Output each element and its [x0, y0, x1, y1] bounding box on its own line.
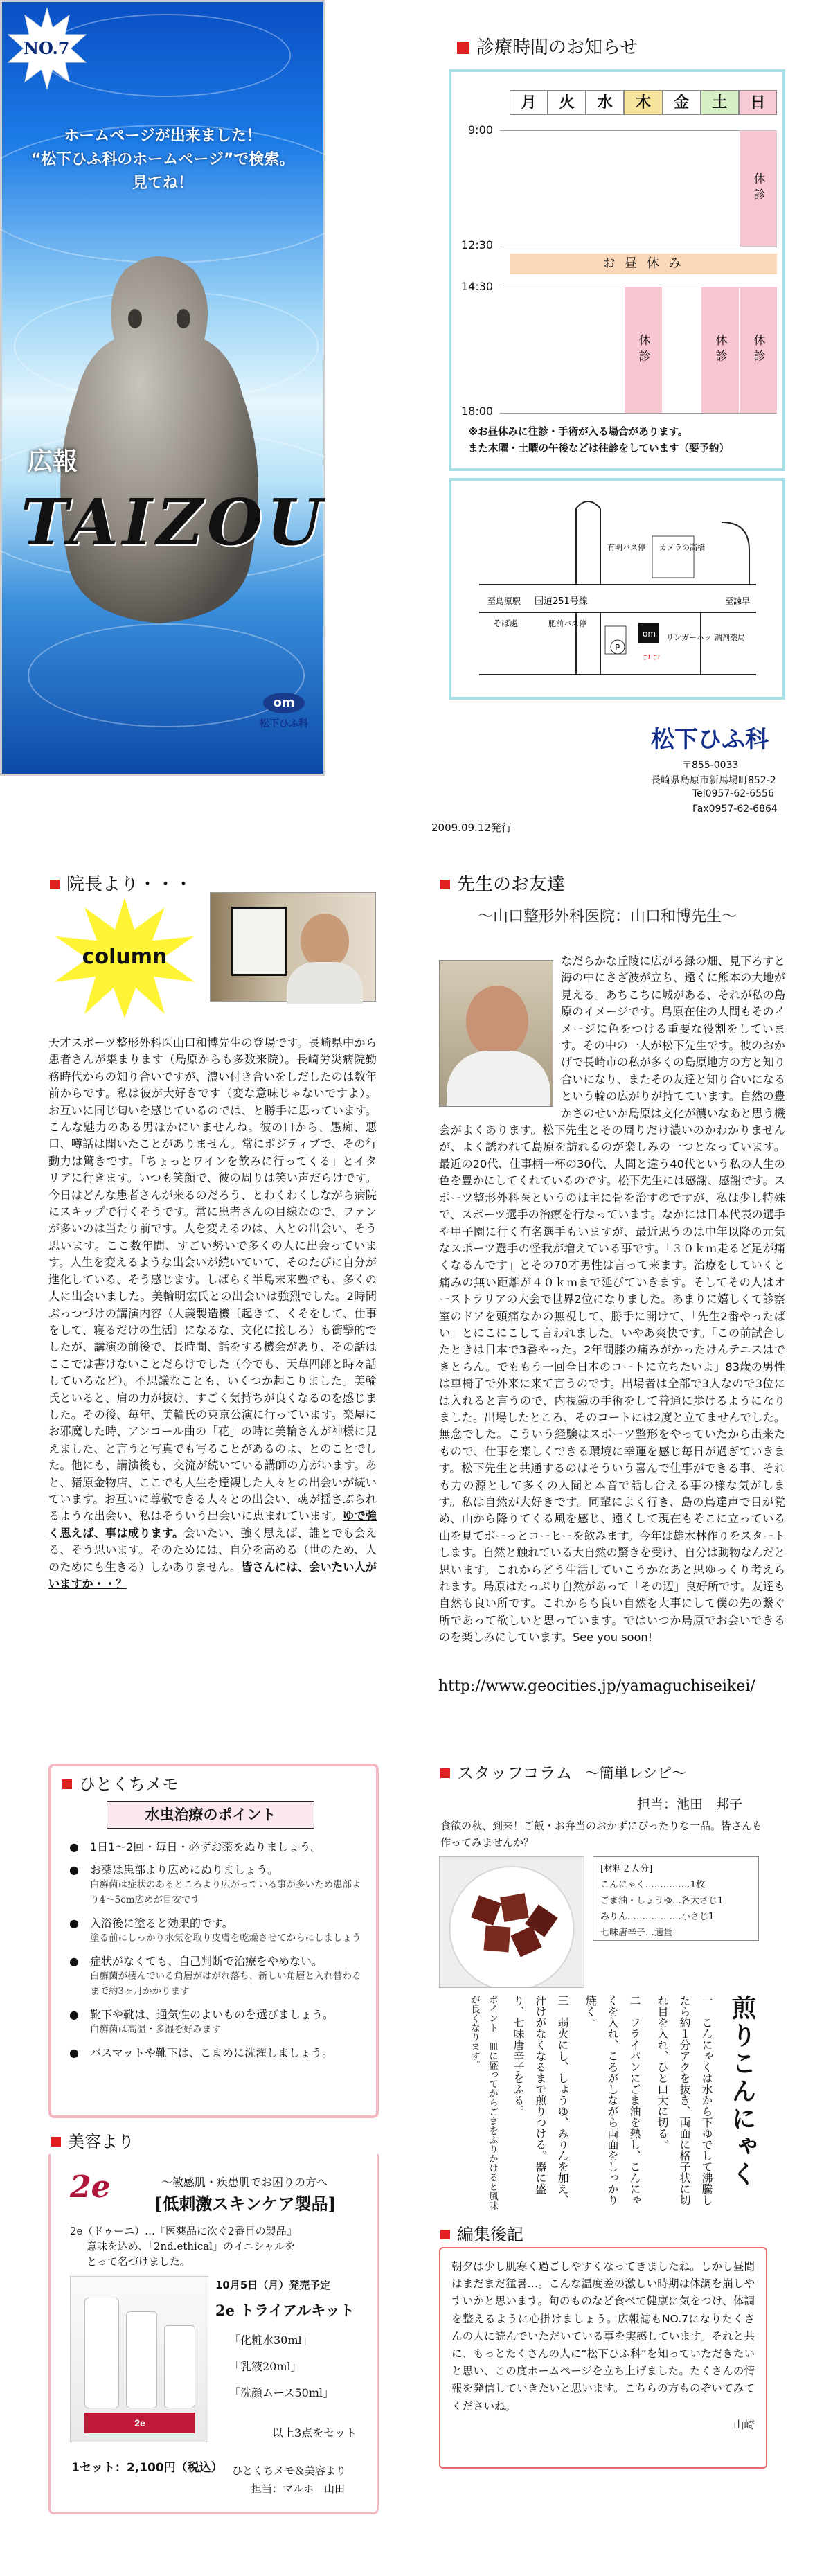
map-road-label: 国道251号線	[535, 596, 588, 607]
parking-icon: P	[615, 643, 620, 652]
director-text-body: 天才スポーツ整形外科医山口和博先生の登場です。長崎県中から患者さんが集まります（島原からも多数来院）。長崎労災病院勤務時代からの知り合いですが、濃い付き合いをしだしたのは数年前からです。私は彼が大好きです（変な意味じゃないですよ）。お互いに同じ匂いを感じているのでは、と勝手に思っています。こんな魅力のある男ほかにいませんね。彼の口から、愚痴、悪口、噂話は聞いたことがありません。常にポジティブで、その行動力は驚きです。「ちょっとワインを飲みに行ってくる」とイタリアに行きます。いつも笑顔で、彼の周りは笑い声だらけです。今日はどんな患者さんが来るのだろう、とわくわくしながら病院にスキップで行くそうです。常に患者さんの目線なので、ファンが多いのは当たり前です。人を変えるのは、人との出会い、そう思います。ここ数年間、すごい勢いで多くの人に出会っています。人生を変えるような出会いが続いていて、そのたびに自分が進化している、そう感じます。しばらく半島末来塾でも、多くの人に出会いました。美輪明宏氏との出会いは強烈でした。2時間ぶっつづけの講演内容（人義製造機〔起きて、くそをして、仕事をして、寝るだけの生活〕になるな、文化に接しろ）も衝撃的でしたが、講演の前後で、長時間、話をする機会があり、その話はここでは書けないことだらけでした（今でも、天草四郎と時々話しているなど）。不思議なことも、いくつか起こりました。美輪氏といると、肩の力が抜け、すごく気持ちが良くなるのを感じました。その後、毎年、美輪氏の東京公演に行っています。楽屋にお邪魔した時、アンコール曲の「花」の時に美輪さんが神様に見えました、と言うと写真でも写ることがあるのよ、とのことでした。他にも、講演後も、交流が続いている講師の方がいます。あと、猪原金物店、ここでも人生を達観した人々との出会いが続いています。お互いに尊敬できる人々との出会い、魂が揺さぶられるような出会い、私はそういう出会いに恵まれています。	[48, 1036, 377, 1523]
staff-title: スタッフコラム	[457, 1764, 573, 1783]
memo-item-title: 症状がなくても、自己判断で治療をやめない。	[89, 1955, 323, 1968]
time-1800: 18:00	[461, 405, 494, 418]
editor-panel	[439, 2247, 767, 2469]
ingredient-item: こんにゃく……………1枚	[600, 1880, 706, 1890]
lunch-label: お 昼 休 み	[602, 256, 684, 271]
beauty-title: 美容より	[68, 2132, 134, 2151]
recipe-point: ポイント 皿に盛ってからごまをふりかけると風味が良くなります。	[469, 1995, 498, 2210]
ingredient-item: みりん………………小さじ1	[600, 1912, 715, 1922]
friend-url-link[interactable]: http://www.geocities.jp/yamaguchiseikei/	[438, 1678, 755, 1695]
memo-item	[69, 1953, 367, 1999]
clinic-address: 長崎県島原市新馬場町852-2	[651, 775, 776, 786]
thu-pm-closed	[625, 287, 662, 413]
staff-header	[440, 1765, 686, 1782]
sun-am-closed	[740, 130, 777, 247]
closed-label: 休診	[751, 172, 765, 204]
red-square-icon	[440, 880, 450, 889]
time-1230: 12:30	[461, 238, 494, 251]
svg-text:至島原駅: 至島原駅	[487, 596, 521, 606]
director-title: 院長より・・・	[66, 874, 193, 895]
photo-float-spacer	[439, 953, 561, 1119]
editor-header	[440, 2226, 523, 2243]
editor-sign: 山崎	[733, 2418, 755, 2431]
red-square-icon	[50, 880, 60, 889]
price: 1セット：2,100円（税込）	[71, 2461, 223, 2475]
recipe-photo	[439, 1856, 584, 1988]
memo-title: ひとくちメモ	[79, 1775, 179, 1794]
bullet-icon: ●	[69, 1955, 90, 1968]
staff-intro: 食欲の秋、到来！ご飯・お弁当のおかずにぴったりな一品。皆さんも作ってみませんか？	[440, 1820, 763, 1849]
memo-item-note: 白癬菌が棲んでいる角層がはがれ落ち、新しい角層と入れ替わるまで約3ヶ月かかります	[90, 1971, 361, 1997]
bullet-icon: ●	[69, 2008, 90, 2021]
day-sat: 土	[701, 90, 739, 115]
clinic-zip: 〒855-0033	[682, 760, 739, 771]
beauty-desc3: とって名づけました。	[87, 2255, 190, 2268]
ingredient-item: 七味唐辛子…適量	[600, 1928, 673, 1938]
red-square-icon	[440, 1768, 450, 1778]
sat-pm-closed	[701, 287, 739, 413]
column-label: column	[82, 945, 168, 969]
kit-set: 以上3点をセット	[272, 2426, 357, 2440]
memo-heading-box	[107, 1801, 314, 1829]
svg-text:そば處: そば處	[493, 619, 519, 628]
recipe-step: 三 弱火にし、しょうゆ、みりんを加え、汁けがなくなるまで煎りつける。器に盛り、七味唐辛子をふる。	[512, 1995, 569, 2205]
director-question: 皆さんには、会いたい人がいますか・・？	[48, 1560, 377, 1590]
svg-text:調剤薬局: 調剤薬局	[715, 633, 745, 642]
cover-line3: 見てね！	[132, 175, 193, 192]
ingredients-title: [材料２人分]	[600, 1864, 653, 1874]
memo-item-note: 白癬菌は高温・多湿を好みます	[90, 2024, 221, 2035]
schedule-note1: ※お昼休みに往診・手術が入る場合があります。	[468, 427, 688, 438]
kit-item: 「化粧水30ml」	[229, 2334, 313, 2347]
recipe-step: 二 フライパンにごま油を熱し、こんにゃくを入れ、ころがしながら両面をしっかり焼く。	[584, 1995, 641, 2205]
memo-item-title: 靴下や靴は、通気性のよいものを選びましょう。	[89, 2008, 334, 2021]
small-logo-name: 松下ひふ科	[260, 718, 308, 729]
schedule-note2: また木曜・土曜の午後などは往診をしています（要予約）	[468, 443, 729, 454]
beauty-header	[51, 2133, 134, 2150]
red-square-icon	[51, 2137, 61, 2147]
bullet-icon: ●	[69, 1863, 90, 1876]
schedule-header	[457, 39, 638, 57]
closed-label: 休診	[713, 334, 727, 366]
ingredients-box	[593, 1856, 759, 1941]
published-date: 2009.09.12発行	[431, 821, 512, 834]
bullet-icon: ●	[69, 2046, 90, 2059]
director-emphasis: ゆで強く思えば、事は成ります。	[48, 1509, 377, 1540]
release-date: 10月5日（月）発売予定	[215, 2279, 331, 2291]
memo-item-title: バスマットや靴下は、こまめに洗濯しましょう。	[89, 2046, 334, 2059]
staff-author: 担当：池田 邦子	[637, 1797, 743, 1812]
svg-text:om: om	[643, 629, 656, 639]
director-closing: 会いたい、強く思えば、誰とでも会える、そう思います。そのためには、自分を高める（世のため、人のためにも生きる）しかありません。	[48, 1526, 377, 1574]
bullet-icon: ●	[69, 1840, 90, 1854]
clinic-fax: Fax0957-62-6864	[692, 803, 778, 815]
recipe-vertical	[439, 1995, 767, 2211]
lunch-break-bar	[510, 254, 777, 274]
time-1430: 14:30	[461, 280, 494, 293]
memo-item-title: 1日1～2回・毎日・必ずお薬をぬりましょう。	[89, 1840, 322, 1854]
red-square-icon	[440, 2230, 450, 2239]
day-mon: 月	[510, 90, 548, 115]
friend-subtitle: ～山口整形外科医院：山口和博先生～	[478, 908, 737, 925]
red-square-icon	[457, 42, 469, 54]
svg-text:有明バス停: 有明バス停	[607, 543, 645, 552]
director-text	[48, 1035, 377, 1727]
memo-item	[69, 1915, 367, 1946]
product-image: 2e	[70, 2276, 208, 2442]
bullet-icon: ●	[69, 1917, 90, 1930]
day-wed: 水	[586, 90, 624, 115]
schedule-frame	[449, 69, 785, 471]
kit-item: 「洗顔ムース50ml」	[229, 2386, 334, 2399]
clinic-logo: 松下ひふ科	[651, 726, 769, 754]
kouhou-label: 広報	[28, 447, 78, 476]
cover-line2: “松下ひふ科のホームページ”で検索。	[30, 151, 295, 168]
staff-subtitle: ～簡単レシピ～	[584, 1764, 687, 1782]
memo-panel	[48, 1764, 379, 2118]
friend-header	[440, 876, 565, 894]
memo-item-note: 白癬菌は症状のあるところより広がっている事が多いため患部より4～5cm広めが目安です	[90, 1879, 361, 1906]
schedule-title: 診療時間のお知らせ	[476, 37, 638, 58]
kit-item: 「乳液20ml」	[229, 2360, 302, 2373]
beauty-desc2: 意味を込め、「2nd.ethical」のイニシャルを	[87, 2240, 296, 2253]
svg-text:カメラの高橋: カメラの高橋	[659, 543, 705, 552]
ingredient-item: ごま油・しょうゆ…各大さじ1	[600, 1896, 724, 1906]
brand-logo: 2e	[70, 2169, 111, 2205]
editor-title: 編集後記	[457, 2225, 523, 2244]
memo-item	[69, 1838, 367, 1854]
day-row	[510, 90, 777, 115]
director-header	[50, 876, 192, 894]
friend-title: 先生のお友達	[457, 874, 566, 895]
svg-text:リンガーハット: リンガーハット	[666, 633, 719, 642]
memo-item	[69, 2044, 367, 2060]
editor-text: 朝夕は少し肌寒く過ごしやすくなってきましたね。しかし昼間はまだまだ猛暑…。こんな温度差の激しい時期は体調を崩しやすいかと思います。旬のものなど食べて健康に気をつけ、体調を整えるように心掛けましょう。広報誌もNO.7になりたくさんの人に読んでいただいている事を実感しています。それと共に、もっとたくさんの人に“松下ひふ科”を知っていただきたいと思い、この度ホームページを立ち上げました。たくさんの情報を発信していきたいと思います。こちらの方ものぞいてみてくださいね。	[451, 2260, 755, 2413]
recipe-step: 一 こんにゃくは水から下ゆでして沸騰したら約１分アクを抜き、両面に格子状に切れ目を入れ、ひと口大に切る。	[656, 1995, 713, 2205]
closed-label: 休診	[751, 334, 765, 366]
beauty-product: [低刺激スキンケア製品]	[154, 2194, 336, 2214]
taizou-logo: TAIZOU	[21, 485, 327, 560]
day-tue: 火	[548, 90, 586, 115]
memo-item-title: お薬は患部より広めにぬりましょう。	[89, 1863, 278, 1876]
beauty-desc1: 2e（ドゥーエ）…『医薬品に次ぐ2番目の製品』	[70, 2225, 297, 2237]
day-thu: 木	[624, 90, 662, 115]
day-fri: 金	[663, 90, 701, 115]
beauty-panel	[48, 2154, 379, 2514]
subtitle-spacer	[439, 928, 785, 953]
issue-number: NO.7	[24, 38, 70, 58]
memo-item-note: 塗る前にしっかり水気を取り皮膚を乾燥させてからにしましょう	[90, 1933, 361, 1944]
svg-text:ココ: ココ	[642, 652, 661, 664]
time-900: 9:00	[468, 123, 493, 136]
director-photo	[210, 892, 376, 1002]
cover-line1: ホームページが出来ました！	[64, 127, 262, 145]
memo-list	[69, 1838, 367, 2060]
beauty-sub: ～敏感肌・疾患肌でお困りの方へ	[161, 2176, 328, 2189]
closed-label: 休診	[636, 334, 650, 366]
clinic-small-logo: om 松下ひふ科	[256, 693, 312, 730]
recipe-title: 煎りこんにゃく	[728, 1995, 757, 2189]
memo-header	[62, 1776, 179, 1793]
cover-panel	[0, 0, 325, 776]
memo-heading: 水虫治療のポイント	[145, 1806, 276, 1823]
friend-text-body: なだらかな丘陵に広がる緑の畑、見下ろすと海の中にさざ波が立ち、遠くに熊本の大地が見える。あちこちに城がある、それが私の島原のイメージです。島原在住の人間もそのイメージに色をつける重要な役割をしています。その中の一人が松下先生です。彼のおかげで長崎市の私が多くの島原地方の方と知り合いになり、またその友達と知り合いになるという輪の広がりが持てています。自然の豊かさのせいか島原は文化が濃いなあと思う機会がよくあります。松下先生とその周りだけ濃いのかわかりませんが、よく誘われて島原を訪れるのが楽しみの一つとなっています。最近の20代、仕事柄一杯の30代、人間と違う40代という私の人生の色を豊かにしてくれているのです。松下先生には感謝、感謝です。スポーツ整形外科医というのは主に骨を治すのですが、私は少し特殊で、スポーツ選手の治療を行なっています。なかには日本代表の選手や甲子園に行く有名選手もいますが、最近思うのは中年以降の元気なスポーツ選手の怪我が増えている事です。「３０ｋｍ走るど足が痛くなるんです」とその70才男性は言って来ます。治療をしていくと痛みの無い距離が４０ｋｍまで延びていきます。そしてその人はオーストラリアの大会で世界2位になりました。あまりに嬉しくて診察室のドアを頭痛なかの無視して、勝手に開けて、「先生2番やったばい」とにこにこして言われました。いやあ爽快です。「この前試合したときは日本で3番やった。2年間膝の痛みがかったけんテニスはできとらん。でももう一回全日本のコートに立ちたいよ」83歳の男性は車椅子で外来に来て言うのです。出場者は全部で3人なので3位には入れると言うので、内視鏡の手術をして普通に歩けるようになりました。出場したところ、そのコートには2度と立てませんでした。無念でした。こういう経験はスポーツ整形をやっていたから出来たもので、仕事を楽しくできる環境に幸運を感じ毎日が過ぎていきます。松下先生と共通するのはそういう喜んで仕事ができる事、それも力の源として多くの人間と本音で話し合える事の様な気がします。私は自然が大好きです。同輩によく行き、島の鳥達声で目が覚め、山から降りてくる風を感じ、遠くして現在もそこに立っている山を見てボーっとコーヒーを飲みます。今年は雄木林作りをスタートします。自然と触れている大自然の驚きを受け、自分は動物なんだと思います。これからどう生活していこうかなあと思ゆっくり考えられます。島原はたっぷり自然があって「その辺」良好所です。友達も自然も良い所です。これからも良い自然を大事にして僕の先の繋ぐ所であって欲しいと思っています。ではいつか島原でお会いできるのを楽しみにしています。See you soon!	[439, 954, 785, 1644]
memo-item-title: 入浴後に塗ると効果的です。	[89, 1917, 233, 1930]
day-sun: 日	[739, 90, 777, 115]
clinic-tel: Tel0957-62-6556	[692, 788, 774, 799]
kit-name: 2e トライアルキット	[215, 2302, 355, 2319]
access-map	[449, 478, 785, 700]
svg-text:肥前バス停: 肥前バス停	[548, 619, 586, 628]
red-square-icon	[62, 1779, 72, 1789]
svg-text:至諫早: 至諫早	[725, 596, 751, 606]
stone-statue-image	[42, 242, 277, 630]
memo-item	[69, 1861, 367, 1908]
memo-item	[69, 2006, 367, 2037]
beauty-credit2: 担当：マルホ 山田	[251, 2482, 346, 2495]
friend-text	[439, 928, 785, 1669]
sun-pm-closed	[740, 287, 777, 413]
beauty-credit1: ひとくちメモ＆美容より	[232, 2464, 347, 2477]
